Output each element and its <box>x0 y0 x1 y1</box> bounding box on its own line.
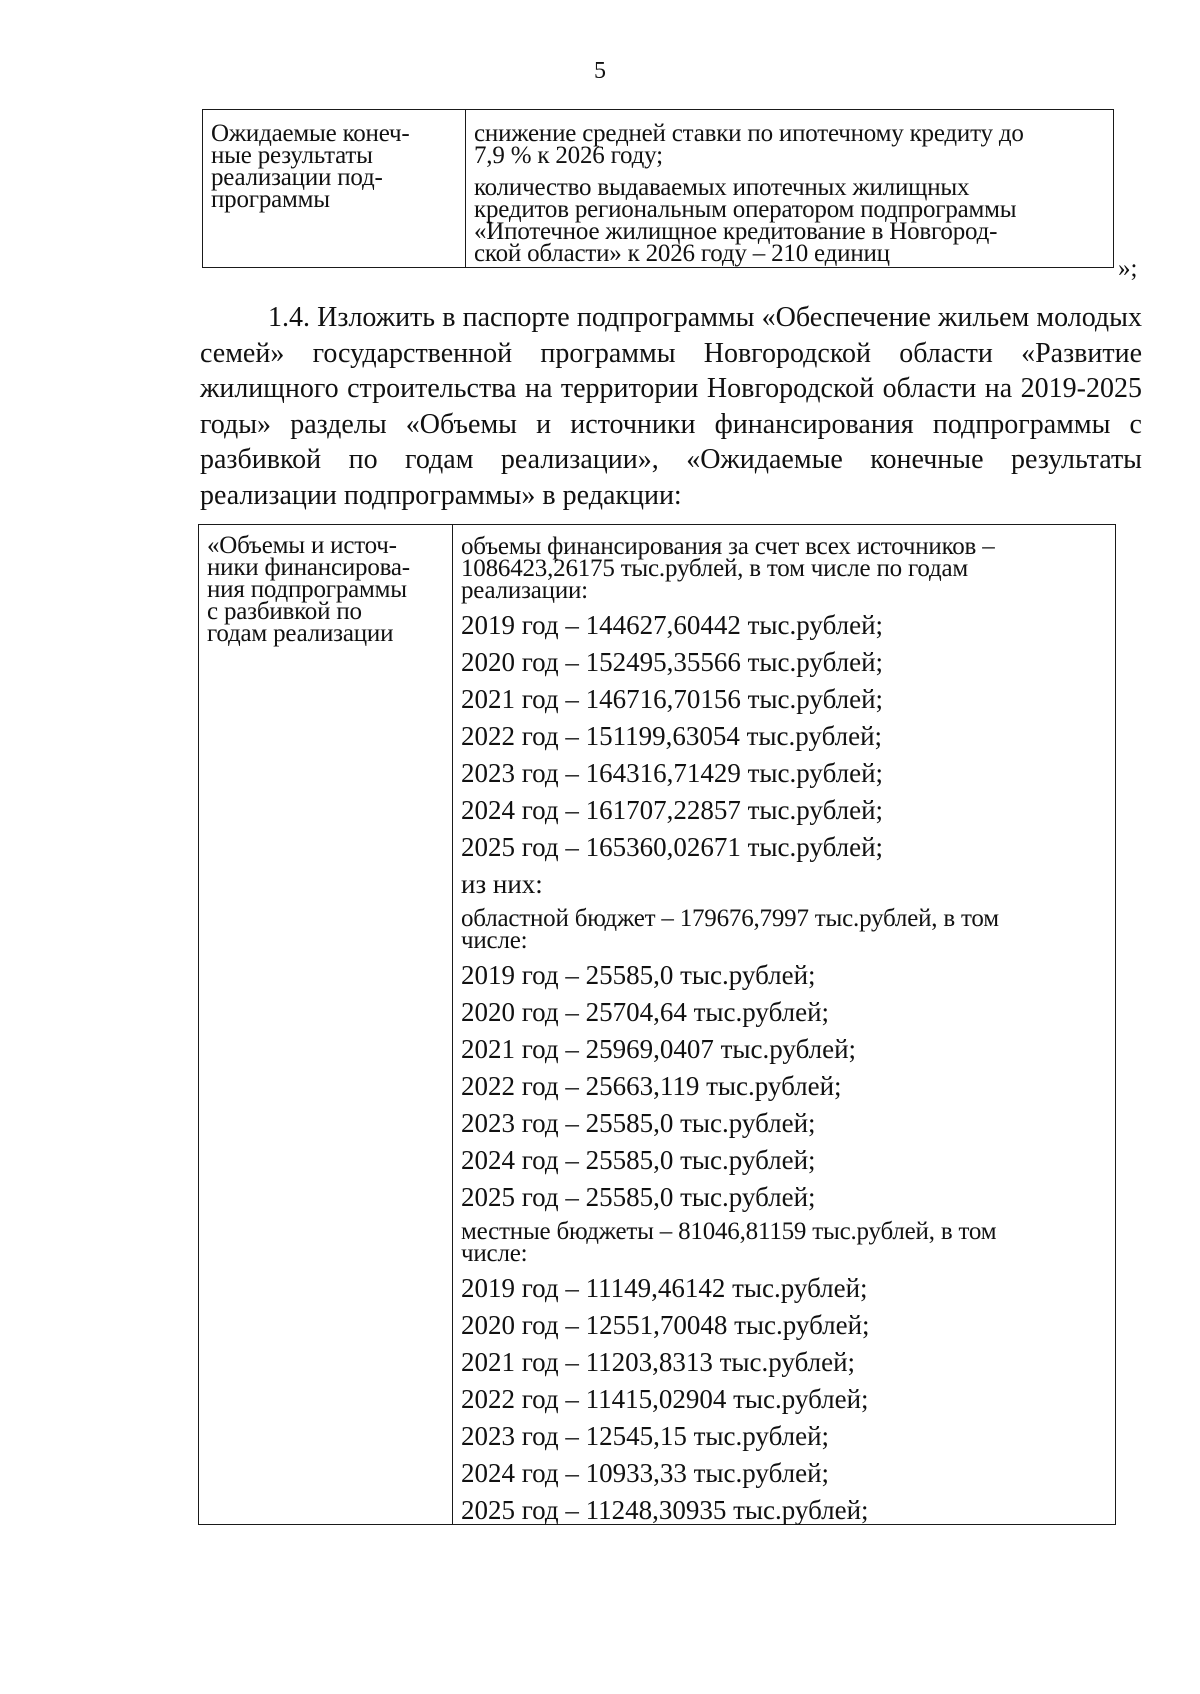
of-them-label: из них: <box>461 869 543 899</box>
year-amount-line: 2023 год – 25585,0 тыс.рублей; <box>461 1108 816 1138</box>
regional-by-year-list <box>461 961 1111 1211</box>
mortgage-rate-paragraph: снижение средней ставки по ипотечному кредиту до 7,9 % к 2026 году; <box>474 120 1024 169</box>
funding-content-cell <box>453 525 1116 1525</box>
year-amount-line: 2023 год – 164316,71429 тыс.рублей; <box>461 758 884 788</box>
funding-label: «Объемы и источ- ники финансирова- ния подпрограммы с разбивкой по годам реализации <box>207 532 410 647</box>
year-amount-line: 2025 год – 11248,30935 тыс.рублей; <box>461 1495 869 1525</box>
year-amount-line: 2021 год – 11203,8313 тыс.рублей; <box>461 1347 856 1377</box>
local-budget-text: местные бюджеты – 81046,81159 тыс.рублей, в том числе: <box>461 1218 997 1267</box>
paragraph-1-4: 1.4. Изложить в паспорте подпрограммы «Обеспечение жильем молодых семей» государственной программы Новгородской области «Развитие жилищного строительства на территории Новгородской области на 2019-2025 годы» разделы «Объемы и источники финансирования подпрограммы с разбивкой по годам реализации», «Ожидаемые конечные результаты реализации подпрограммы» в редакции: <box>200 302 1142 511</box>
year-amount-line: 2022 год – 25663,119 тыс.рублей; <box>461 1071 842 1101</box>
year-amount-line: 2021 год – 146716,70156 тыс.рублей; <box>461 684 884 714</box>
year-amount-line: 2020 год – 25704,64 тыс.рублей; <box>461 997 830 1027</box>
expected-results-content-cell <box>466 110 1114 268</box>
funding-table <box>198 524 1116 1525</box>
expected-results-label-cell <box>203 110 466 268</box>
local-by-year-list <box>461 1274 1111 1524</box>
regional-budget-text: областной бюджет – 179676,7997 тыс.рублей, в том числе: <box>461 905 999 954</box>
page-number: 5 <box>594 58 606 84</box>
year-amount-line: 2019 год – 11149,46142 тыс.рублей; <box>461 1273 868 1303</box>
amendment-paragraph <box>200 300 1142 513</box>
year-amount-line: 2021 год – 25969,0407 тыс.рублей; <box>461 1034 857 1064</box>
total-by-year-list <box>461 611 1111 861</box>
funding-label-cell <box>199 525 453 1525</box>
year-amount-line: 2019 год – 25585,0 тыс.рублей; <box>461 960 816 990</box>
mortgage-count-paragraph: количество выдаваемых ипотечных жилищных кредитов региональным оператором подпрограммы «Ипотечное жилищное кредитование в Новгород- ской области» к 2026 году – 210 единиц <box>474 174 1017 267</box>
year-amount-line: 2024 год – 161707,22857 тыс.рублей; <box>461 795 884 825</box>
total-funding-text: объемы финансирования за счет всех источников – 1086423,26175 тыс.рублей, в том числе по годам реализации: <box>461 533 995 604</box>
year-amount-line: 2025 год – 165360,02671 тыс.рублей; <box>461 832 884 862</box>
year-amount-line: 2022 год – 11415,02904 тыс.рублей; <box>461 1384 869 1414</box>
year-amount-line: 2024 год – 10933,33 тыс.рублей; <box>461 1458 830 1488</box>
year-amount-line: 2024 год – 25585,0 тыс.рублей; <box>461 1145 816 1175</box>
expected-results-label: Ожидаемые конеч- ные результаты реализации под- программы <box>211 120 410 213</box>
expected-results-table <box>202 109 1114 268</box>
year-amount-line: 2023 год – 12545,15 тыс.рублей; <box>461 1421 830 1451</box>
closing-quote: »; <box>1118 255 1138 282</box>
year-amount-line: 2020 год – 152495,35566 тыс.рублей; <box>461 647 884 677</box>
year-amount-line: 2022 год – 151199,63054 тыс.рублей; <box>461 721 883 751</box>
year-amount-line: 2025 год – 25585,0 тыс.рублей; <box>461 1182 816 1212</box>
year-amount-line: 2019 год – 144627,60442 тыс.рублей; <box>461 610 884 640</box>
year-amount-line: 2020 год – 12551,70048 тыс.рублей; <box>461 1310 870 1340</box>
